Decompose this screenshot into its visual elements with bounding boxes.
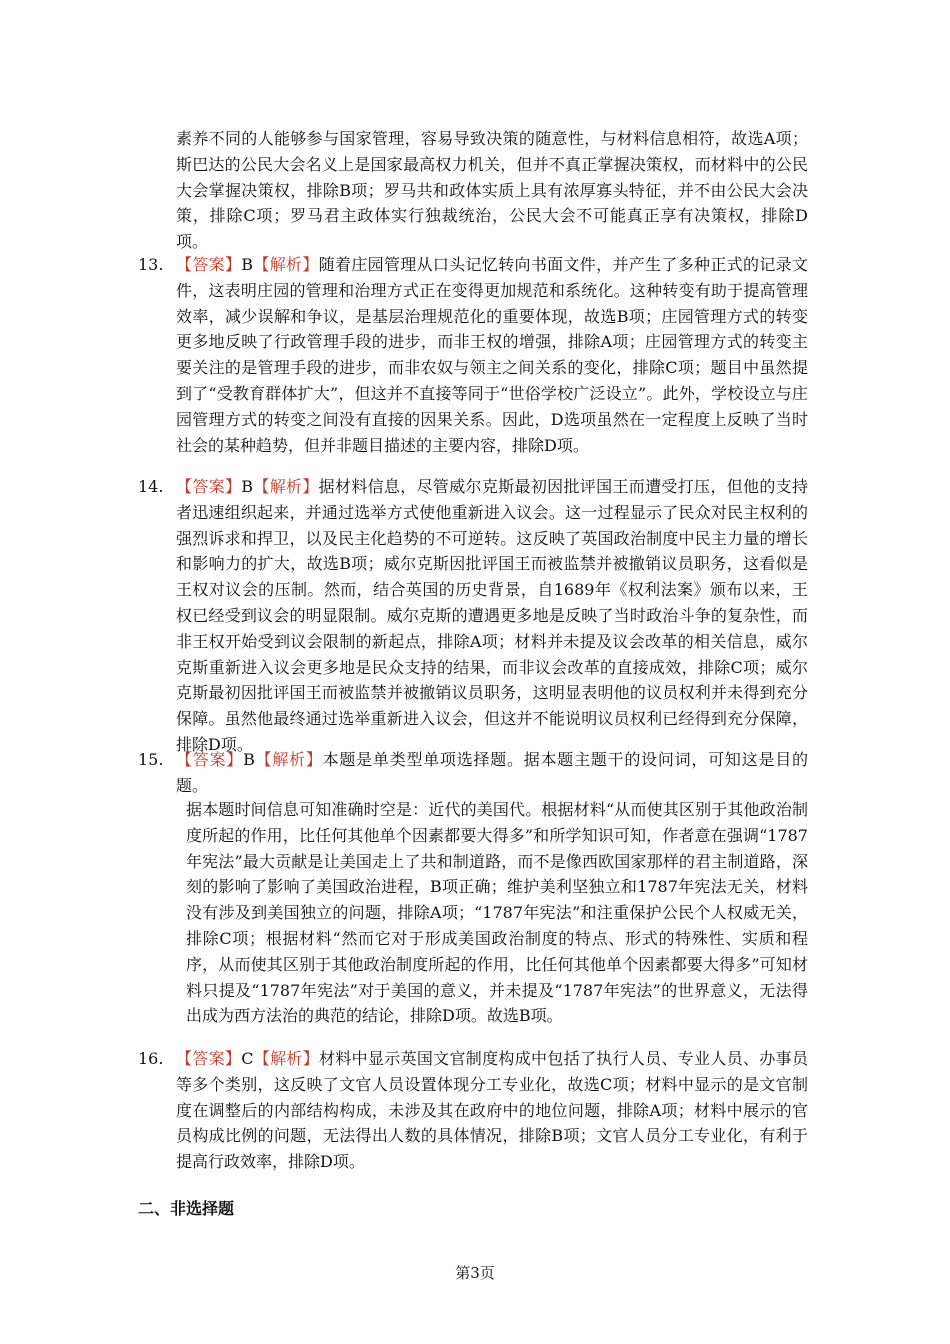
item-body (176, 252, 808, 458)
item-number: 15. (138, 750, 164, 769)
answer-item-15 (138, 747, 808, 799)
answer-letter: C (241, 1049, 254, 1068)
analysis-text: 据材料信息，尽管威尔克斯最初因批评国王而遭受打压，但他的支持者迅速组织起来，并通过选举方式使他重新进入议会。这一过程显示了民众对民主权利的强烈诉求和捍卫，以及民主化趋势的不可逆转。这反映了英国政治制度中民主力量的增长和影响力的扩大，故选B项；威尔克斯因批评国王而被监禁并被撤销议员职务，这看似是王权对议会的压制。然而，结合英国的历史背景，自1689年《权利法案》颁布以来，王权已经受到议会的明显限制。威尔克斯的遭遇更多地是反映了当时政治斗争的复杂性，而非王权开始受到议会限制的新起点，排除A项；材料并未提及议会改革的相关信息，威尔克斯重新进入议会更多地是民众支持的结果，而非议会改革的直接成效，排除C项；威尔克斯最初因批评国王而被监禁并被撤销议员职务，这明显表明他的议员权利并未得到充分保障。虽然他最终通过选举重新进入议会，但这并不能说明议员权利已经得到充分保障，排除D项。 (176, 477, 808, 754)
analysis-tag: 【解析】 (253, 1049, 320, 1068)
analysis-text: 材料中显示英国文官制度构成中包括了执行人员、专业人员、办事员等多个类别，这反映了文官人员设置体现分工专业化，故选C项；材料中显示的是文官制度在调整后的内部结构构成，未涉及其在政府中的地位问题，排除A项；材料中展示的官员构成比例的问题，无法得出人数的具体情况，排除B项；文官人员分工专业化，有利于提高行政效率，排除D项。 (176, 1049, 808, 1172)
analysis-tag: 【解析】 (254, 750, 323, 769)
answer-tag: 【答案】 (176, 750, 244, 769)
answer-item-16 (138, 1046, 808, 1175)
item-body (176, 1046, 808, 1175)
answer-letter: B (243, 750, 255, 769)
answer-tag: 【答案】 (176, 477, 242, 496)
analysis-text: 本题是单类型单项选择题。据本题主题干的设问词，可知这是目的题。 (176, 750, 808, 795)
item-body (176, 474, 808, 758)
item-body (176, 747, 808, 799)
item-number: 16. (138, 1049, 164, 1068)
answer-tag: 【答案】 (176, 1049, 242, 1068)
continuation-paragraph: 素养不同的人能够参与国家管理，容易导致决策的随意性，与材料信息相符，故选A项；斯巴达的公民大会名义上是国家最高权力机关，但并不真正掌握决策权，而材料中的公民大会掌握决策权，排除B项；罗马共和政体实质上具有浓厚寡头特征，并不由公民大会决策，排除C项；罗马君主政体实行独裁统治，公民大会不可能真正享有决策权，排除D项。 (176, 129, 808, 252)
section-heading: 二、非选择题 (138, 1199, 235, 1218)
analysis-text: 随着庄园管理从口头记忆转向书面文件，并产生了多种正式的记录文件，这表明庄园的管理和治理方式正在变得更加规范和系统化。这种转变有助于提高管理效率，减少误解和争议，是基层治理规范化的重要体现，故选B项；庄园管理方式的转变更多地反映了行政管理手段的进步，而非王权的增强，排除A项；庄园管理方式的转变主要关注的是管理手段的进步，而非农奴与领主之间关系的变化，排除C项；题目中虽然提到了“受教育群体扩大”，但这并不直接等同于“世俗学校广泛设立”。此外，学校设立与庄园管理方式的转变之间没有直接的因果关系。因此，D选项虽然在一定程度上反映了当时社会的某种趋势，但并非题目描述的主要内容，排除D项。 (176, 255, 808, 455)
item-number: 14. (138, 477, 164, 496)
answer-letter: B (241, 255, 254, 274)
analysis-tag: 【解析】 (253, 477, 319, 496)
item-number: 13. (138, 255, 164, 274)
answer-tag: 【答案】 (176, 255, 242, 274)
answer-item-13 (138, 252, 808, 458)
page-number: 第3页 (455, 1264, 495, 1282)
answer-item-15-detail: 据本题时间信息可知准确时空是：近代的美国代。根据材料“从而使其区别于其他政治制度所起的作用，比任何其他单个因素都要大得多”和所学知识可知，作者意在强调“1787年宪法”最大贡献是让美国走上了共和制道路，而不是像西欧国家那样的君主制道路，深刻的影响了影响了美国政治进程，B项正确；维护美利坚独立和1787年宪法无关，材料没有涉及到美国独立的问题，排除A项；“1787年宪法”和注重保护公民个人权威无关，排除C项；根据材料“然而它对于形成美国政治制度的特点、形式的特殊性、实质和程序，从而使其区别于其他政治制度所起的作用，比任何其他单个因素都要大得多”可知材料只提及“1787年宪法”对于美国的意义，并未提及“1787年宪法”的世界意义，无法得出成为西方法治的典范的结论，排除D项。故选B项。 (186, 800, 808, 1026)
answer-letter: B (241, 477, 254, 496)
answer-item-14 (138, 474, 808, 758)
analysis-tag: 【解析】 (253, 255, 319, 274)
